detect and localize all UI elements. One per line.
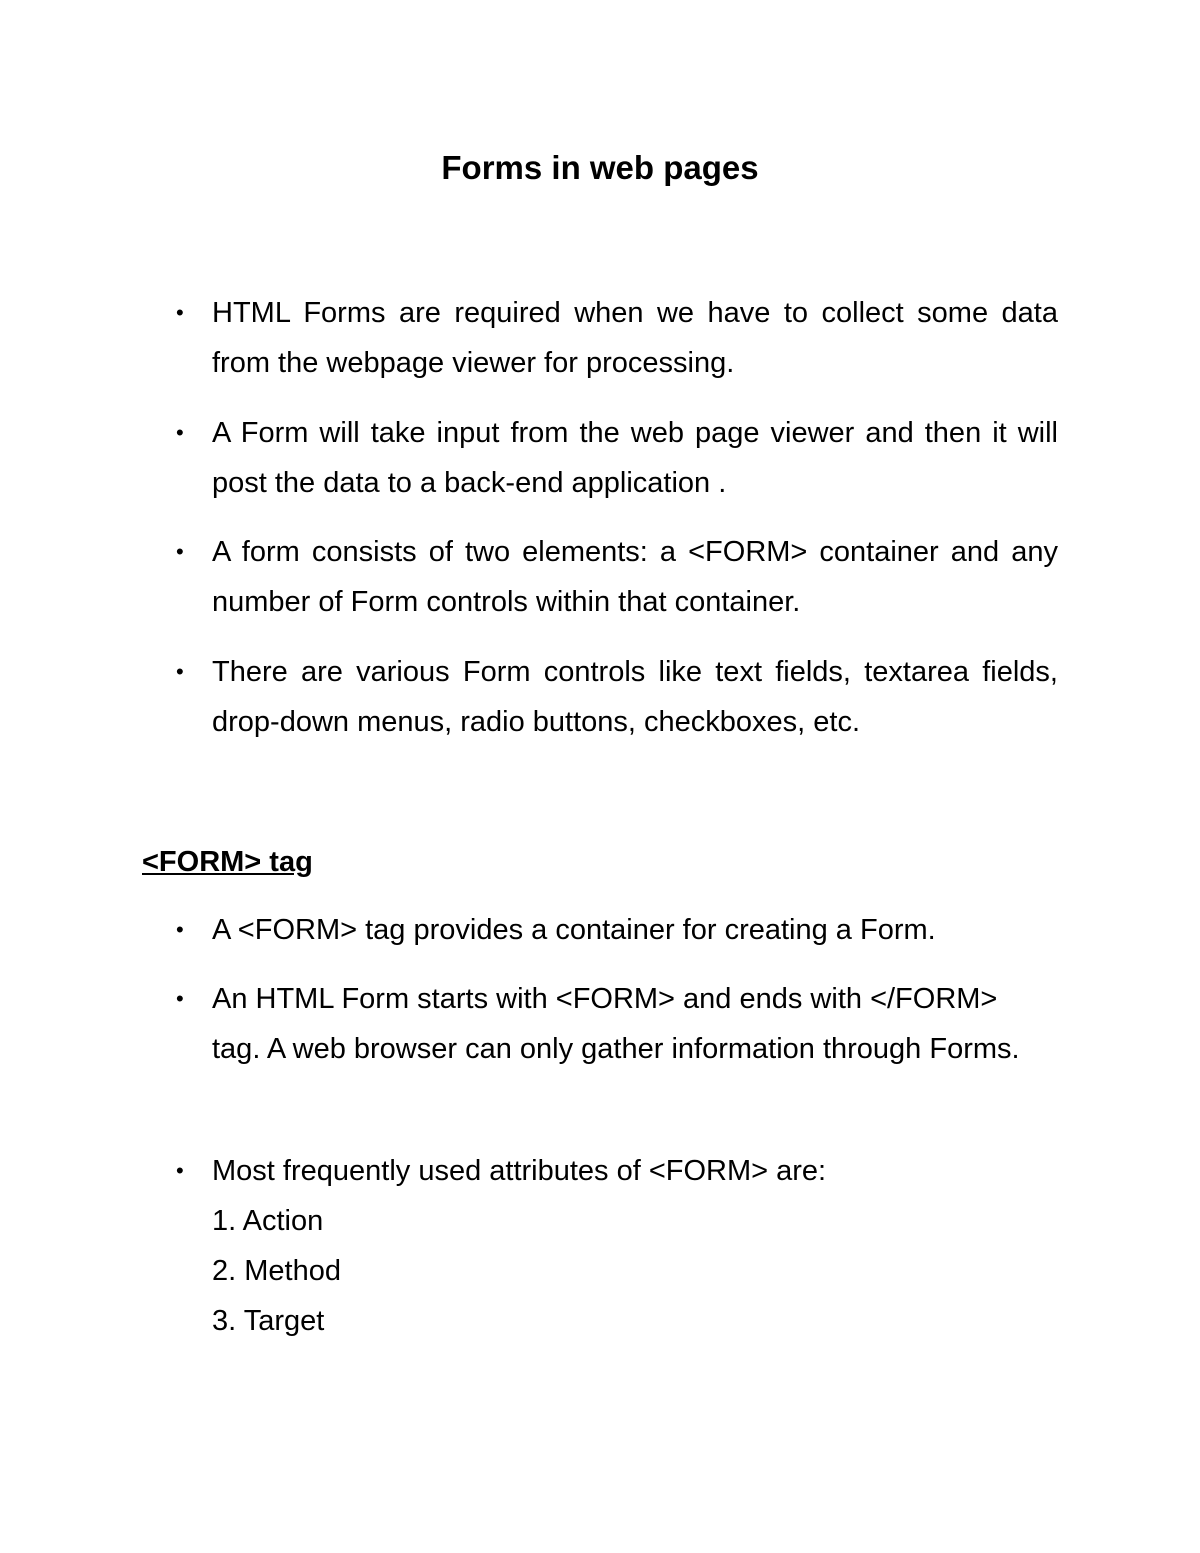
attribute-target: 3. Target bbox=[212, 1305, 325, 1337]
bullet-text: HTML Forms are required when we have to collect some data from the webpage viewer for processing. bbox=[212, 297, 1058, 379]
list-item bbox=[176, 408, 1058, 508]
list-item bbox=[176, 974, 1048, 1074]
page-title: Forms in web pages bbox=[441, 149, 759, 186]
section-heading: <FORM> tag bbox=[142, 846, 313, 878]
list-item bbox=[176, 647, 1058, 747]
attribute-method: 2. Method bbox=[212, 1255, 341, 1287]
bullet-icon: • bbox=[176, 300, 184, 325]
bullet-icon: • bbox=[176, 917, 184, 942]
list-item bbox=[176, 905, 1058, 955]
bullet-text: Most frequently used attributes of <FORM> are: bbox=[212, 1155, 827, 1187]
list-item bbox=[176, 1146, 1058, 1346]
bullet-text: An HTML Form starts with <FORM> and ends with </FORM> tag. A web browser can only gather information through Forms. bbox=[212, 983, 1020, 1065]
list-item bbox=[176, 527, 1058, 627]
bullet-text: There are various Form controls like text fields, textarea fields, drop-down menus, radio buttons, checkboxes, etc. bbox=[212, 656, 1058, 738]
bullet-icon: • bbox=[176, 986, 184, 1011]
bullet-icon: • bbox=[176, 659, 184, 684]
bullet-icon: • bbox=[176, 420, 184, 445]
bullet-text: A Form will take input from the web page viewer and then it will post the data to a back-end application . bbox=[212, 417, 1058, 499]
bullet-text: A <FORM> tag provides a container for creating a Form. bbox=[212, 914, 936, 946]
attribute-action: 1. Action bbox=[212, 1205, 324, 1237]
list-item bbox=[176, 288, 1058, 388]
bullet-icon: • bbox=[176, 1158, 184, 1183]
bullet-text: A form consists of two elements: a <FORM> container and any number of Form controls within that container. bbox=[212, 536, 1058, 618]
bullet-icon: • bbox=[176, 539, 184, 564]
